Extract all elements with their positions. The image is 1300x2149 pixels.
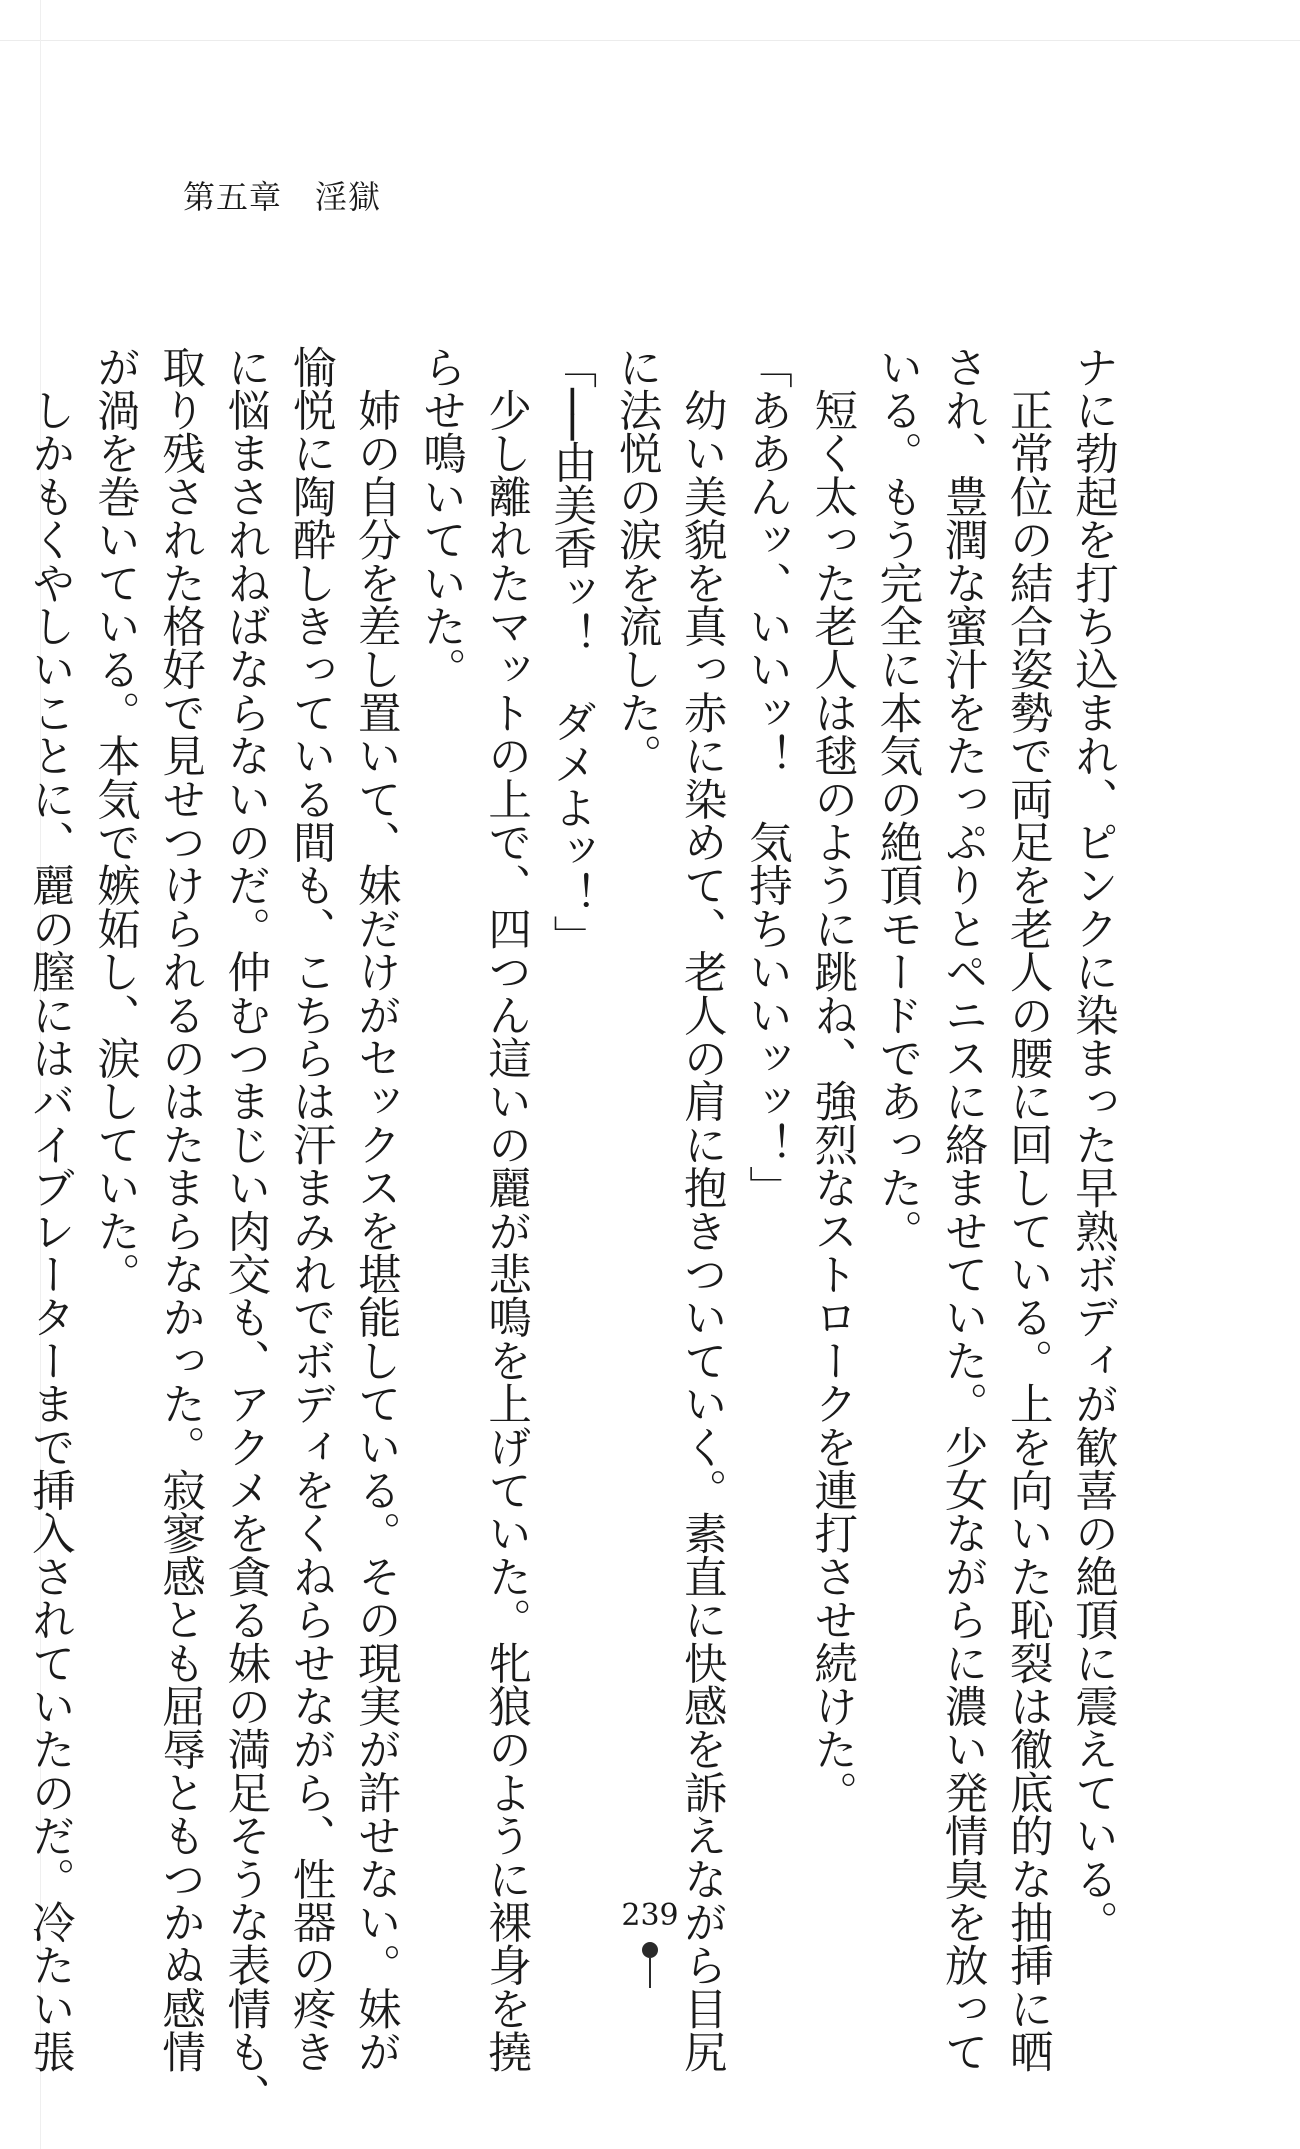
text-column-6: 「ああんッ、いいッ！ 気持ちいいッッ！」 [741,345,792,1210]
text-column-16: が渦を巻いている。本気で嫉妬し、涙していた。 [89,345,140,1296]
running-head: 第五章 淫獄 [183,178,382,216]
text-column-13: 愉悦に陶酔しきっている間も、こちらは汗まみれでボディをくねらせながら、性器の疼き [285,345,336,2074]
text-column-9: 「──由美香ッ！ ダメよッ！」 [546,345,597,959]
text-column-14: に悩まされねばならないのだ。仲むつまじい肉交も、アクメを貪る妹の満足そうな表情も、 [220,345,271,2117]
text-column-2: 正常位の結合姿勢で両足を老人の腰に回している。上を向いた恥裂は徹底的な抽挿に晒 [1002,345,1053,2074]
text-column-17: しかもくやしいことに、麗の膣にはバイブレーターまで挿入されていたのだ。冷たい張 [24,345,75,2074]
text-column-4: いる。もう完全に本気の絶頂モードであった。 [872,345,923,1253]
text-column-5: 短く太った老人は毬のように跳ね、強烈なストロークを連打させ続けた。 [807,345,858,1814]
page-number: 239 [621,1898,679,1933]
text-column-10: 少し離れたマットの上で、四つん這いの麗が悲鳴を上げていた。牝狼のように裸身を撓 [481,345,532,2074]
page-edge-top [0,40,1300,41]
text-column-7: 幼い美貌を真っ赤に染めて、老人の肩に抱きついていく。素直に快感を訴えながら目尻 [676,345,727,2074]
text-column-1: ナに勃起を打ち込まれ、ピンクに染まった早熟ボディが歓喜の絶頂に震えている。 [1068,345,1118,1944]
text-column-12: 姉の自分を差し置いて、妹だけがセックスを堪能している。その現実が許せない。妹が [350,345,401,2074]
text-column-11: らせ鳴いていた。 [415,345,466,691]
text-column-15: 取り残された格好で見せつけられるのはたまらなかった。寂寥感とも屈辱ともつかぬ感情 [155,345,206,2074]
page-marker-stem [649,1958,651,1988]
text-column-3: され、豊潤な蜜汁をたっぷりとペニスに絡ませていた。少女ながらに濃い発情臭を放って [937,345,988,2074]
text-column-8: に法悦の涙を流した。 [611,345,662,778]
page-marker-dot-icon [642,1942,658,1958]
